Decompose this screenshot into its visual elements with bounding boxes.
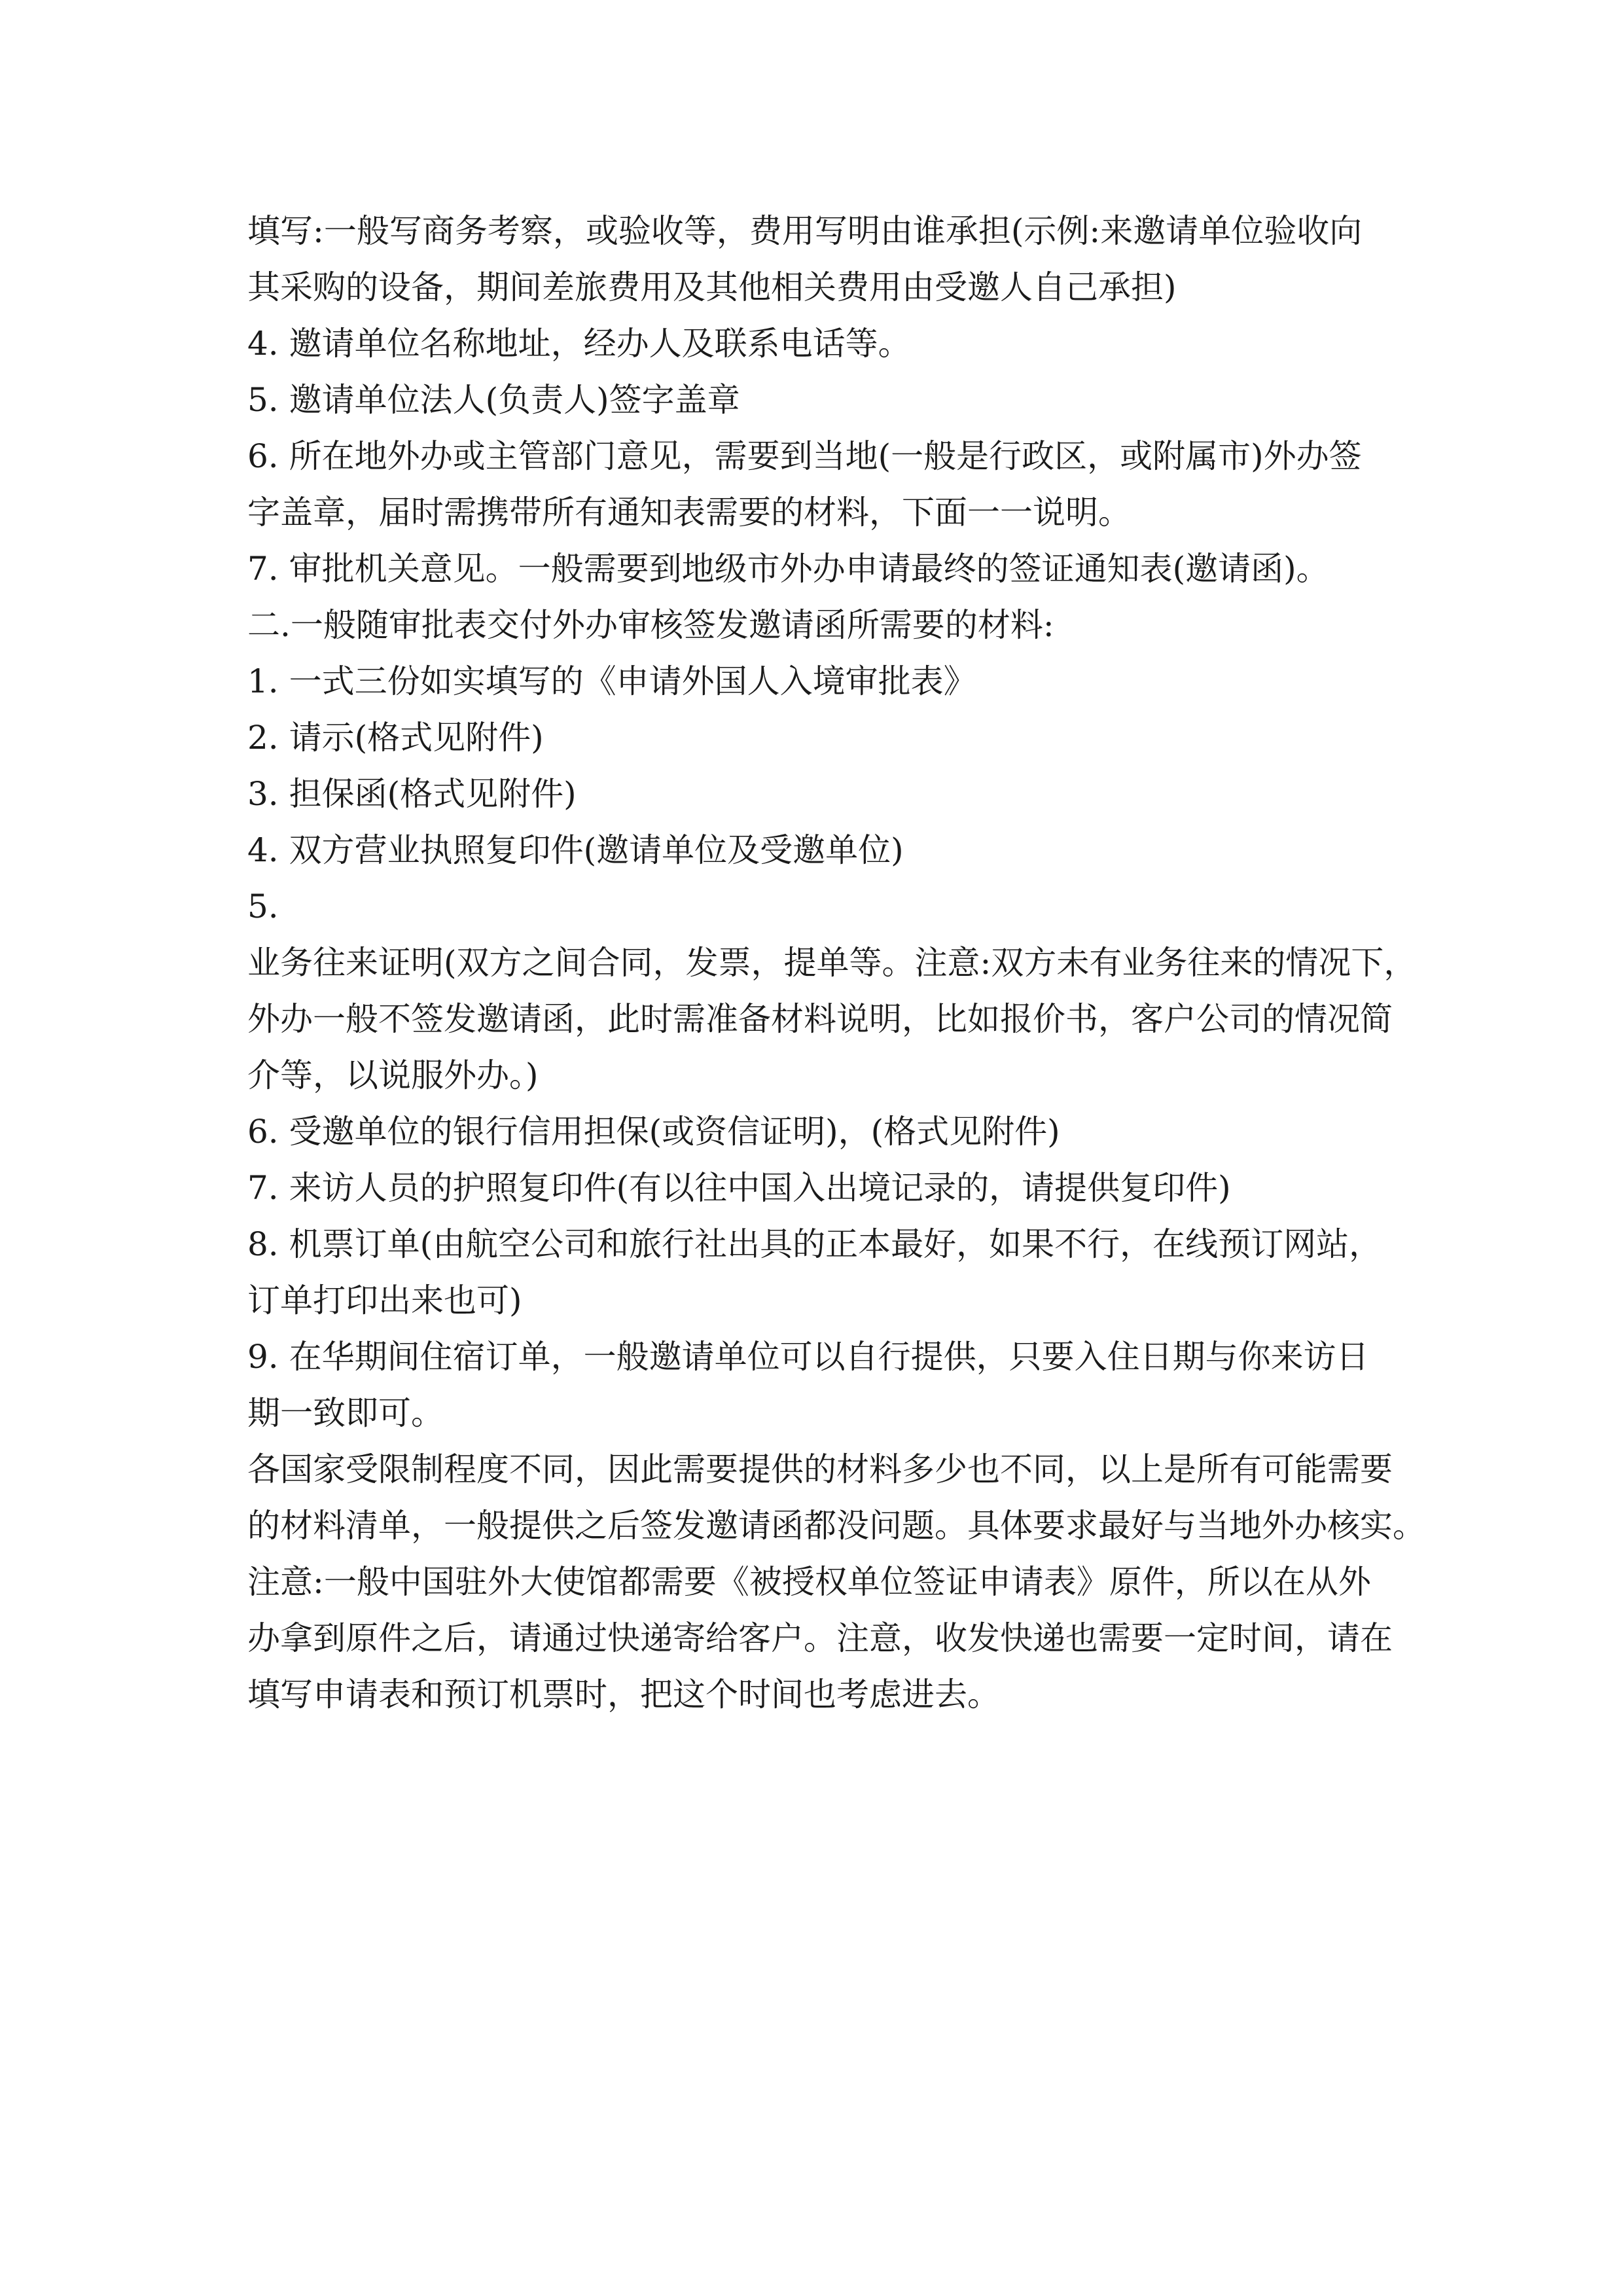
- note-line: 注意:一般中国驻外大使馆都需要《被授权单位签证申请表》原件，所以在从外: [247, 1563, 1371, 1601]
- list-item: 4. 邀请单位名称地址，经办人及联系电话等。: [247, 325, 911, 363]
- list-item: 9. 在华期间住宿订单，一般邀请单位可以自行提供，只要入住日期与你来访日: [247, 1338, 1369, 1376]
- list-item: 1. 一式三份如实填写的《申请外国人入境审批表》: [247, 662, 976, 700]
- paragraph-line: 外办一般不签发邀请函，此时需准备材料说明，比如报价书，客户公司的情况简: [247, 1000, 1393, 1038]
- list-item: 7. 审批机关意见。一般需要到地级市外办申请最终的签证通知表(邀请函)。: [247, 550, 1329, 588]
- list-item: 7. 来访人员的护照复印件(有以往中国入出境记录的，请提供复印件): [247, 1169, 1231, 1207]
- list-item: 5. 邀请单位法人(负责人)签字盖章: [247, 381, 740, 419]
- paragraph-line: 各国家受限制程度不同，因此需要提供的材料多少也不同，以上是所有可能需要: [247, 1450, 1393, 1488]
- note-line: 填写申请表和预订机票时，把这个时间也考虑进去。: [247, 1676, 1000, 1713]
- section-heading: 二.一般随审批表交付外办审核签发邀请函所需要的材料:: [247, 606, 1054, 644]
- paragraph-line: 填写:一般写商务考察，或验收等，费用写明由谁承担(示例:来邀请单位验收向: [247, 212, 1363, 250]
- paragraph-line: 其采购的设备，期间差旅费用及其他相关费用由受邀人自己承担): [247, 268, 1177, 306]
- paragraph-line: 订单打印出来也可): [247, 1282, 522, 1319]
- list-item: 3. 担保函(格式见附件): [247, 775, 577, 813]
- list-item: 2. 请示(格式见附件): [247, 719, 544, 757]
- paragraph-line: 期一致即可。: [247, 1394, 444, 1432]
- list-item: 8. 机票订单(由航空公司和旅行社出具的正本最好，如果不行，在线预订网站，: [247, 1225, 1382, 1263]
- list-item: 6. 所在地外办或主管部门意见，需要到当地(一般是行政区，或附属市)外办签: [247, 437, 1362, 475]
- list-item: 4. 双方营业执照复印件(邀请单位及受邀单位): [247, 831, 904, 869]
- document-body: [247, 203, 1425, 1723]
- paragraph-line: 的材料清单，一般提供之后签发邀请函都没问题。具体要求最好与当地外办核实。: [247, 1507, 1425, 1545]
- list-item: 6. 受邀单位的银行信用担保(或资信证明)，(格式见附件): [247, 1113, 1060, 1151]
- paragraph-line: 字盖章，届时需携带所有通知表需要的材料，下面一一说明。: [247, 493, 1131, 531]
- paragraph-line: 介等，以说服外办。): [247, 1056, 539, 1094]
- paragraph-line: 业务往来证明(双方之间合同，发票，提单等。注意:双方未有业务往来的情况下，: [247, 944, 1417, 982]
- note-line: 办拿到原件之后，请通过快递寄给客户。注意，收发快递也需要一定时间，请在: [247, 1619, 1393, 1657]
- list-item: 5.: [247, 888, 279, 925]
